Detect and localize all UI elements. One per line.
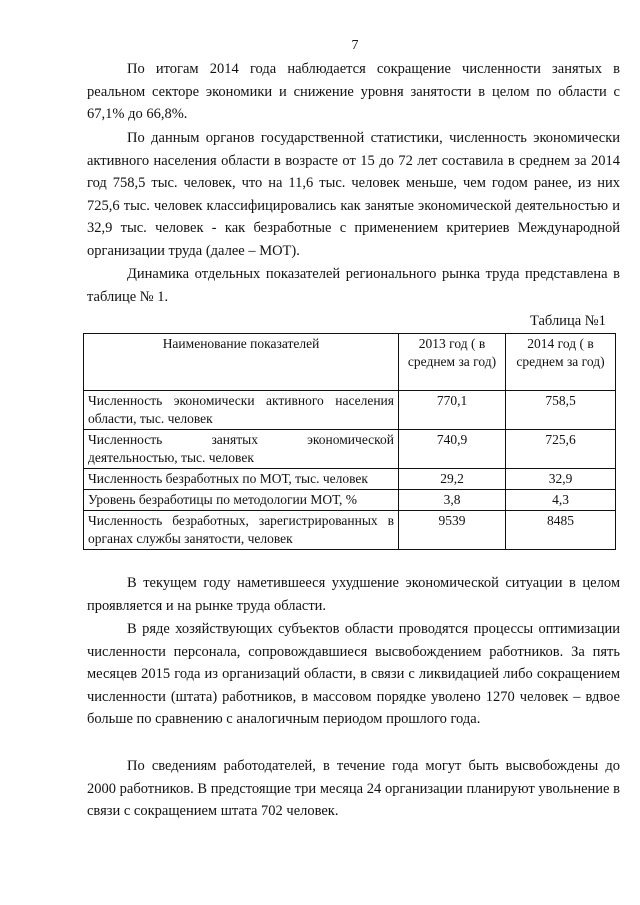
paragraph-optimization: В ряде хозяйствующих субъектов области проводятся процессы оптимизации численности персонала, сопровождавшиеся высвобождением работников. За пять месяцев 2015 года из организаций области, в связи с ликвидацией либо сокращением численности (штата) работников, в массовом порядке уволено 1270 человек – вдвое больше по сравнению с аналогичным периодом прошлого года. xyxy=(87,621,620,728)
paragraph-table-intro: Динамика отдельных показателей регионального рынка труда представлена в таблице № 1. xyxy=(87,266,620,305)
header-indicator-name: Наименование показателей xyxy=(84,334,399,391)
row-value-2013: 770,1 xyxy=(399,391,506,430)
paragraph-employers: По сведениям работодателей, в течение года могут быть высвобождены до 2000 работников. В предстоящие три месяца 24 организации планируют увольнение в связи с сокращением штата 702 человек. xyxy=(87,758,620,820)
labor-market-table xyxy=(83,333,616,550)
table-row xyxy=(84,490,616,511)
row-value-2014: 758,5 xyxy=(506,391,616,430)
table-caption: Таблица №1 xyxy=(530,313,606,329)
row-value-2013: 9539 xyxy=(399,511,506,550)
table-row xyxy=(84,511,616,550)
paragraph-employment-decline: По итогам 2014 года наблюдается сокращение численности занятых в реальном секторе экономики и снижение уровня занятости в целом по области с 67,1% до 66,8%. xyxy=(87,61,620,123)
table-row xyxy=(84,430,616,469)
row-value-2013: 29,2 xyxy=(399,469,506,490)
paragraph-statistics: По данным органов государственной статистики, численность экономически активного населения области в возрасте от 15 до 72 лет составила в среднем за 2014 год 758,5 тыс. человек, что на 11,6 тыс. человек меньше, чем годом ранее, из них 725,6 тыс. человек классифицировались как занятые экономической деятельностью и 32,9 тыс. человек - как безработные с применением критериев Международной организации труда (далее – МОТ). xyxy=(87,130,620,259)
table-row xyxy=(84,469,616,490)
header-2014: 2014 год ( в среднем за год) xyxy=(506,334,616,391)
table-row xyxy=(84,391,616,430)
page-number: 7 xyxy=(351,38,359,53)
row-value-2014: 725,6 xyxy=(506,430,616,469)
table-header-row xyxy=(84,334,616,391)
row-name: Уровень безработицы по методологии МОТ, % xyxy=(84,490,399,511)
row-name: Численность занятых экономической деятельностью, тыс. человек xyxy=(84,430,399,469)
row-value-2013: 740,9 xyxy=(399,430,506,469)
paragraph-current-year: В текущем году наметившееся ухудшение экономической ситуации в целом проявляется и на рынке труда области. xyxy=(87,575,620,614)
row-name: Численность экономически активного населения области, тыс. человек xyxy=(84,391,399,430)
row-value-2014: 8485 xyxy=(506,511,616,550)
row-name: Численность безработных, зарегистрированных в органах службы занятости, человек xyxy=(84,511,399,550)
row-value-2014: 4,3 xyxy=(506,490,616,511)
row-value-2014: 32,9 xyxy=(506,469,616,490)
header-2013: 2013 год ( в среднем за год) xyxy=(399,334,506,391)
row-name: Численность безработных по МОТ, тыс. человек xyxy=(84,469,399,490)
row-value-2013: 3,8 xyxy=(399,490,506,511)
